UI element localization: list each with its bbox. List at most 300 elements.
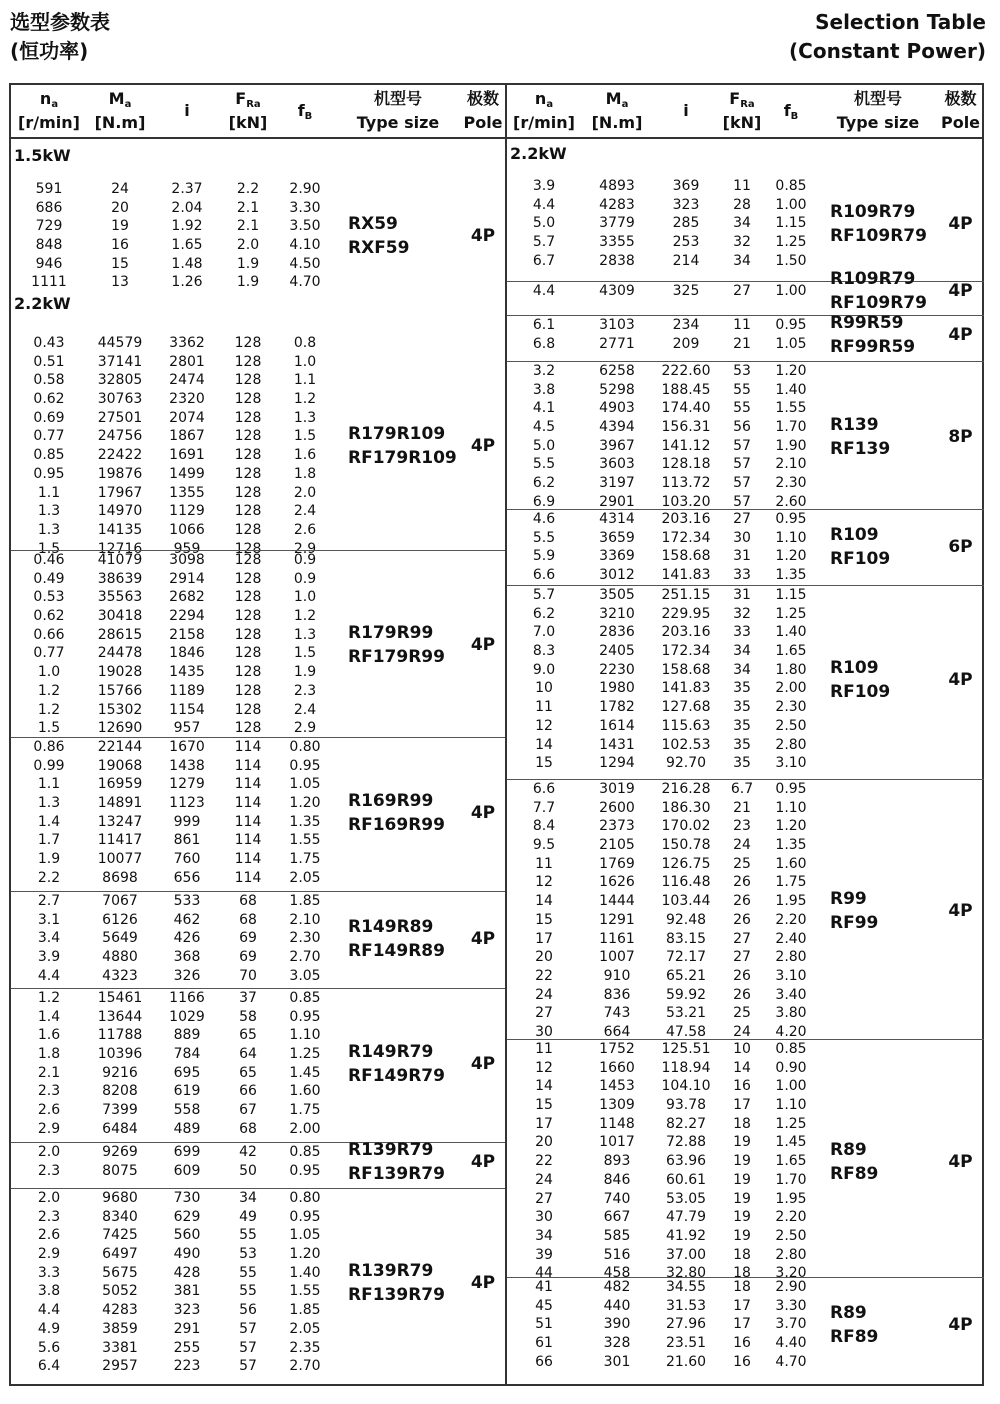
cell-fra: 35 bbox=[733, 755, 751, 772]
table-row bbox=[507, 1334, 984, 1353]
cell-na: 686 bbox=[35, 199, 63, 216]
cell-i: 1.26 bbox=[171, 274, 203, 291]
pole-count: 4P bbox=[948, 1314, 973, 1335]
cell-ma: 3603 bbox=[599, 456, 635, 473]
table-row bbox=[507, 1227, 984, 1246]
cell-i: 47.58 bbox=[665, 1023, 707, 1040]
cell-fb: 0.8 bbox=[293, 335, 317, 351]
cell-fra: 27 bbox=[733, 930, 751, 947]
pole-count: 6P bbox=[948, 537, 973, 558]
table-row bbox=[507, 316, 984, 335]
cell-na: 1.0 bbox=[37, 664, 61, 681]
cell-i: 156.31 bbox=[661, 419, 711, 436]
cell-ma: 1626 bbox=[599, 874, 635, 891]
cell-i: 323 bbox=[173, 1302, 201, 1319]
cell-i: 34.55 bbox=[665, 1279, 707, 1295]
cell-fb: 2.9 bbox=[293, 540, 317, 557]
cell-fra: 128 bbox=[234, 447, 262, 464]
cell-fra: 66 bbox=[239, 1083, 257, 1100]
type-size: R109R79 bbox=[830, 201, 916, 222]
cell-na: 1.6 bbox=[37, 1027, 61, 1044]
cell-na: 17 bbox=[535, 1115, 553, 1132]
header-type: 机型号 Type size bbox=[356, 89, 440, 132]
cell-fb: 1.00 bbox=[775, 283, 807, 299]
cell-i: 1154 bbox=[169, 701, 205, 718]
cell-fb: 2.30 bbox=[289, 930, 321, 947]
cell-i: 2682 bbox=[169, 589, 205, 606]
header-fb: $f_B$ bbox=[783, 101, 799, 122]
cell-na: 0.58 bbox=[33, 372, 65, 389]
cell-i: 174.40 bbox=[661, 400, 711, 417]
cell-na: 848 bbox=[35, 237, 63, 254]
cell-fb: 2.70 bbox=[289, 949, 321, 966]
cell-i: 59.92 bbox=[665, 986, 707, 1003]
header-ma: $M_a$ [N.m] bbox=[94, 89, 146, 132]
cell-fb: 0.80 bbox=[289, 1190, 321, 1206]
cell-na: 2.2 bbox=[37, 869, 61, 886]
cell-fb: 1.05 bbox=[289, 776, 321, 793]
cell-i: 1066 bbox=[169, 521, 205, 538]
header-fra: $F_{Ra}$ [kN] bbox=[228, 89, 268, 132]
cell-i: 959 bbox=[173, 540, 201, 557]
cell-na: 4.4 bbox=[37, 1302, 61, 1319]
cell-na: 3.2 bbox=[532, 363, 556, 379]
header-cn bbox=[10, 8, 110, 66]
cell-ma: 1017 bbox=[599, 1134, 635, 1151]
cell-fb: 1.20 bbox=[775, 548, 807, 565]
table-row bbox=[11, 334, 505, 353]
cell-i: 72.88 bbox=[665, 1134, 707, 1151]
cell-i: 1867 bbox=[169, 428, 205, 445]
cell-na: 3.8 bbox=[37, 1283, 61, 1300]
cell-ma: 5298 bbox=[599, 381, 635, 398]
cell-na: 5.5 bbox=[532, 529, 556, 546]
cell-ma: 1614 bbox=[599, 717, 635, 734]
cell-i: 3098 bbox=[169, 552, 205, 568]
cell-na: 2.9 bbox=[37, 1120, 61, 1137]
cell-fra: 2.1 bbox=[236, 199, 260, 216]
cell-fb: 1.95 bbox=[775, 893, 807, 910]
cell-i: 102.53 bbox=[661, 736, 711, 753]
cell-na: 0.66 bbox=[33, 626, 65, 643]
table-row bbox=[507, 1171, 984, 1190]
cell-na: 1.4 bbox=[37, 813, 61, 830]
type-size-flange: RXF59 bbox=[348, 238, 410, 259]
cell-fra: 56 bbox=[733, 419, 751, 436]
cell-fra: 128 bbox=[234, 428, 262, 445]
type-size-flange: RF89 bbox=[830, 1163, 879, 1184]
pole-count: 4P bbox=[470, 634, 496, 655]
model-group bbox=[507, 269, 984, 314]
type-size: R99 bbox=[830, 888, 867, 909]
cell-i: 999 bbox=[173, 813, 201, 830]
selection-table bbox=[9, 83, 984, 1386]
cell-ma: 1294 bbox=[599, 755, 635, 772]
cell-na: 591 bbox=[35, 181, 63, 197]
table-row bbox=[507, 1152, 984, 1171]
cell-fb: 2.4 bbox=[293, 503, 317, 520]
cell-na: 0.62 bbox=[33, 608, 65, 625]
cell-ma: 4314 bbox=[599, 511, 635, 527]
cell-na: 3.9 bbox=[37, 949, 61, 966]
cell-i: 2074 bbox=[169, 409, 205, 426]
cell-i: 1355 bbox=[169, 484, 205, 501]
cell-fra: 21 bbox=[733, 335, 751, 352]
cell-fra: 31 bbox=[733, 587, 751, 603]
cell-ma: 8340 bbox=[102, 1208, 138, 1225]
cell-i: 1029 bbox=[169, 1008, 205, 1025]
table-row bbox=[507, 679, 984, 698]
cell-i: 170.02 bbox=[661, 818, 711, 835]
cell-i: 490 bbox=[173, 1246, 201, 1263]
cell-ma: 14970 bbox=[97, 503, 143, 520]
cell-na: 0.43 bbox=[33, 335, 65, 351]
cell-fra: 128 bbox=[234, 720, 262, 737]
cell-i: 656 bbox=[173, 869, 201, 886]
cell-fra: 14 bbox=[733, 1059, 751, 1076]
cell-ma: 24 bbox=[111, 181, 129, 197]
cell-ma: 8698 bbox=[102, 869, 138, 886]
table-row bbox=[507, 717, 984, 736]
cell-ma: 15766 bbox=[97, 682, 143, 699]
cell-i: 150.78 bbox=[661, 837, 711, 854]
cell-i: 695 bbox=[173, 1064, 201, 1081]
cell-fra: 128 bbox=[234, 608, 262, 625]
cell-na: 24 bbox=[535, 986, 553, 1003]
cell-fra: 17 bbox=[733, 1316, 751, 1333]
pole-count: 4P bbox=[470, 226, 496, 247]
cell-fb: 1.35 bbox=[775, 567, 807, 584]
cell-na: 34 bbox=[535, 1227, 553, 1244]
cell-ma: 2771 bbox=[599, 335, 635, 352]
cell-fra: 114 bbox=[234, 776, 262, 793]
cell-fra: 23 bbox=[733, 818, 751, 835]
cell-i: 2294 bbox=[169, 608, 205, 625]
cell-i: 699 bbox=[173, 1144, 201, 1160]
table-row bbox=[507, 510, 984, 529]
cell-fra: 35 bbox=[733, 717, 751, 734]
type-size: R139R79 bbox=[348, 1260, 434, 1281]
cell-i: 489 bbox=[173, 1120, 201, 1137]
cell-fb: 1.3 bbox=[293, 626, 317, 643]
cell-i: 957 bbox=[173, 720, 201, 737]
table-row bbox=[507, 1004, 984, 1023]
type-size: R139 bbox=[830, 414, 879, 435]
cell-i: 558 bbox=[173, 1102, 201, 1119]
cell-na: 8.4 bbox=[532, 818, 556, 835]
cell-fra: 2.2 bbox=[236, 181, 260, 197]
cell-fb: 1.35 bbox=[775, 837, 807, 854]
cell-fb: 1.95 bbox=[775, 1190, 807, 1207]
cell-na: 45 bbox=[535, 1297, 553, 1314]
cell-ma: 585 bbox=[603, 1227, 631, 1244]
cell-fb: 2.4 bbox=[293, 701, 317, 718]
table-row bbox=[507, 698, 984, 717]
cell-ma: 38639 bbox=[97, 570, 143, 587]
model-group bbox=[507, 585, 984, 773]
cell-i: 784 bbox=[173, 1046, 201, 1063]
type-size: R109 bbox=[830, 525, 879, 546]
cell-i: 103.20 bbox=[661, 493, 711, 510]
type-size-flange: RF139 bbox=[830, 438, 891, 459]
cell-fb: 1.20 bbox=[775, 818, 807, 835]
cell-fb: 2.90 bbox=[775, 1279, 807, 1295]
cell-i: 619 bbox=[173, 1083, 201, 1100]
type-size-flange: RF109 bbox=[830, 549, 891, 570]
cell-na: 7.0 bbox=[532, 624, 556, 641]
cell-i: 1670 bbox=[169, 739, 205, 755]
cell-ma: 3381 bbox=[102, 1339, 138, 1356]
cell-ma: 1431 bbox=[599, 736, 635, 753]
table-row bbox=[11, 682, 505, 701]
cell-fra: 114 bbox=[234, 795, 262, 812]
cell-fb: 1.40 bbox=[775, 381, 807, 398]
table-row bbox=[11, 255, 505, 274]
cell-ma: 20 bbox=[111, 199, 129, 216]
cell-fb: 1.5 bbox=[293, 645, 317, 662]
cell-ma: 3355 bbox=[599, 234, 635, 251]
model-group bbox=[507, 177, 984, 271]
cell-fra: 128 bbox=[234, 664, 262, 681]
cell-ma: 2373 bbox=[599, 818, 635, 835]
cell-fb: 2.20 bbox=[775, 911, 807, 928]
cell-na: 51 bbox=[535, 1316, 553, 1333]
cell-fb: 2.6 bbox=[293, 521, 317, 538]
cell-i: 1.65 bbox=[171, 237, 203, 254]
cell-na: 3.9 bbox=[532, 178, 556, 194]
table-row bbox=[507, 1315, 984, 1334]
cell-na: 0.62 bbox=[33, 391, 65, 408]
type-size-flange: RF99 bbox=[830, 912, 879, 933]
cell-i: 325 bbox=[672, 283, 700, 299]
cell-fb: 1.50 bbox=[775, 252, 807, 269]
header-ma: $M_a$ [N.m] bbox=[591, 89, 643, 132]
cell-fra: 1.9 bbox=[236, 274, 260, 291]
cell-fra: 18 bbox=[733, 1115, 751, 1132]
table-row bbox=[11, 869, 505, 888]
cell-na: 2.9 bbox=[37, 1246, 61, 1263]
table-row bbox=[507, 1040, 984, 1059]
cell-na: 4.6 bbox=[532, 511, 556, 527]
cell-fb: 1.40 bbox=[775, 624, 807, 641]
cell-fb: 1.6 bbox=[293, 447, 317, 464]
cell-fra: 26 bbox=[733, 874, 751, 891]
cell-na: 1.3 bbox=[37, 795, 61, 812]
cell-fra: 128 bbox=[234, 626, 262, 643]
cell-ma: 1148 bbox=[599, 1115, 635, 1132]
cell-fra: 1.9 bbox=[236, 255, 260, 272]
cell-fra: 67 bbox=[239, 1102, 257, 1119]
cell-ma: 17967 bbox=[97, 484, 143, 501]
table-row bbox=[11, 551, 505, 570]
cell-fra: 114 bbox=[234, 757, 262, 774]
cell-na: 4.1 bbox=[532, 400, 556, 417]
table-row bbox=[11, 850, 505, 869]
cell-ma: 3859 bbox=[102, 1320, 138, 1337]
cell-fra: 128 bbox=[234, 372, 262, 389]
model-group bbox=[11, 334, 505, 558]
cell-na: 0.95 bbox=[33, 465, 65, 482]
cell-fra: 65 bbox=[239, 1064, 257, 1081]
table-row bbox=[11, 719, 505, 738]
cell-na: 1.1 bbox=[37, 776, 61, 793]
cell-i: 234 bbox=[672, 317, 700, 333]
cell-i: 141.83 bbox=[661, 680, 711, 697]
model-group bbox=[11, 737, 505, 888]
table-row bbox=[507, 1059, 984, 1078]
cell-na: 2.3 bbox=[37, 1083, 61, 1100]
table-row bbox=[507, 1246, 984, 1265]
pole-count: 4P bbox=[948, 1151, 973, 1172]
table-row bbox=[507, 892, 984, 911]
cell-na: 1.7 bbox=[37, 832, 61, 849]
cell-fra: 10 bbox=[733, 1041, 751, 1057]
cell-i: 158.68 bbox=[661, 661, 711, 678]
type-size-flange: RF99R59 bbox=[830, 336, 916, 357]
cell-na: 2.3 bbox=[37, 1162, 61, 1179]
cell-ma: 2105 bbox=[599, 837, 635, 854]
cell-fb: 0.95 bbox=[775, 511, 807, 527]
cell-ma: 16 bbox=[111, 237, 129, 254]
cell-ma: 19 bbox=[111, 218, 129, 235]
cell-fra: 69 bbox=[239, 949, 257, 966]
cell-ma: 664 bbox=[603, 1023, 631, 1040]
cell-na: 5.0 bbox=[532, 437, 556, 454]
cell-i: 72.17 bbox=[665, 949, 707, 966]
cell-na: 20 bbox=[535, 1134, 553, 1151]
cell-na: 6.6 bbox=[532, 567, 556, 584]
cell-i: 47.79 bbox=[665, 1209, 707, 1226]
cell-ma: 516 bbox=[603, 1246, 631, 1263]
power-rating: 2.2kW bbox=[14, 294, 71, 313]
cell-na: 3.3 bbox=[37, 1264, 61, 1281]
header-en bbox=[789, 8, 986, 66]
cell-i: 158.68 bbox=[661, 548, 711, 565]
table-row bbox=[11, 701, 505, 720]
cell-fra: 11 bbox=[733, 317, 751, 333]
cell-fb: 0.85 bbox=[289, 1144, 321, 1160]
cell-fb: 1.2 bbox=[293, 608, 317, 625]
model-group bbox=[507, 509, 984, 585]
cell-na: 6.2 bbox=[532, 475, 556, 492]
header-pole: 极数 Pole bbox=[463, 89, 503, 132]
cell-i: 141.12 bbox=[661, 437, 711, 454]
type-size: R179R99 bbox=[348, 622, 434, 643]
cell-ma: 743 bbox=[603, 1005, 631, 1022]
cell-fb: 2.05 bbox=[289, 869, 321, 886]
cell-fb: 3.20 bbox=[775, 1265, 807, 1282]
cell-fra: 128 bbox=[234, 335, 262, 351]
cell-na: 3.1 bbox=[37, 911, 61, 928]
cell-i: 203.16 bbox=[661, 624, 711, 641]
cell-i: 53.21 bbox=[665, 1005, 707, 1022]
cell-ma: 4309 bbox=[599, 283, 635, 299]
cell-fra: 33 bbox=[733, 624, 751, 641]
cell-i: 2914 bbox=[169, 570, 205, 587]
cell-na: 14 bbox=[535, 893, 553, 910]
cell-fb: 2.20 bbox=[775, 1209, 807, 1226]
cell-na: 5.7 bbox=[532, 587, 556, 603]
cell-fra: 32 bbox=[733, 234, 751, 251]
cell-fra: 16 bbox=[733, 1078, 751, 1095]
cell-na: 1.5 bbox=[37, 540, 61, 557]
cell-fra: 128 bbox=[234, 465, 262, 482]
cell-fra: 128 bbox=[234, 682, 262, 699]
cell-na: 8.3 bbox=[532, 643, 556, 660]
cell-fb: 2.80 bbox=[775, 736, 807, 753]
pole-count: 4P bbox=[948, 669, 973, 690]
cell-i: 1.92 bbox=[171, 218, 203, 235]
model-group bbox=[507, 1039, 984, 1283]
cell-na: 7.7 bbox=[532, 799, 556, 816]
cell-fra: 19 bbox=[733, 1227, 751, 1244]
cell-fb: 2.9 bbox=[293, 720, 317, 737]
header-i: i bbox=[683, 101, 689, 120]
cell-ma: 15 bbox=[111, 255, 129, 272]
cell-fb: 3.70 bbox=[775, 1316, 807, 1333]
cell-fra: 24 bbox=[733, 1023, 751, 1040]
cell-fb: 1.00 bbox=[775, 1078, 807, 1095]
cell-na: 0.77 bbox=[33, 428, 65, 445]
table-row bbox=[507, 967, 984, 986]
cell-na: 27 bbox=[535, 1190, 553, 1207]
header-fb: $f_B$ bbox=[297, 101, 313, 122]
pole-count: 4P bbox=[948, 900, 973, 921]
cell-fb: 1.55 bbox=[775, 400, 807, 417]
cell-fb: 0.95 bbox=[289, 1208, 321, 1225]
cell-fra: 34 bbox=[733, 661, 751, 678]
type-size-flange: RF179R99 bbox=[348, 646, 445, 667]
table-row bbox=[507, 399, 984, 418]
table-row bbox=[11, 217, 505, 236]
cell-fra: 19 bbox=[733, 1153, 751, 1170]
type-size-flange: RF109R79 bbox=[830, 293, 927, 314]
cell-i: 37.00 bbox=[665, 1246, 707, 1263]
cell-fb: 1.8 bbox=[293, 465, 317, 482]
table-row bbox=[507, 817, 984, 836]
cell-na: 2.7 bbox=[37, 893, 61, 909]
cell-ma: 7425 bbox=[102, 1227, 138, 1244]
cell-na: 2.0 bbox=[37, 1144, 61, 1160]
cell-fra: 19 bbox=[733, 1190, 751, 1207]
cell-fb: 3.30 bbox=[775, 1297, 807, 1314]
model-group bbox=[507, 1277, 984, 1372]
cell-i: 368 bbox=[173, 949, 201, 966]
cell-fra: 55 bbox=[239, 1227, 257, 1244]
cell-fb: 1.10 bbox=[289, 1027, 321, 1044]
table-row bbox=[507, 799, 984, 818]
cell-fb: 2.00 bbox=[775, 680, 807, 697]
cell-fra: 19 bbox=[733, 1171, 751, 1188]
table-row bbox=[507, 1208, 984, 1227]
cell-fb: 0.95 bbox=[289, 1162, 321, 1179]
table-row bbox=[507, 623, 984, 642]
cell-ma: 440 bbox=[603, 1297, 631, 1314]
cell-ma: 3012 bbox=[599, 567, 635, 584]
table-row bbox=[507, 455, 984, 474]
cell-i: 203.16 bbox=[661, 511, 711, 527]
cell-na: 729 bbox=[35, 218, 63, 235]
cell-fra: 57 bbox=[733, 493, 751, 510]
cell-i: 323 bbox=[672, 196, 700, 213]
cell-fb: 2.05 bbox=[289, 1320, 321, 1337]
cell-fra: 18 bbox=[733, 1279, 751, 1295]
cell-i: 115.63 bbox=[661, 717, 711, 734]
cell-na: 4.4 bbox=[37, 967, 61, 984]
cell-fb: 0.9 bbox=[293, 552, 317, 568]
model-group bbox=[11, 1188, 505, 1376]
cell-fra: 114 bbox=[234, 813, 262, 830]
